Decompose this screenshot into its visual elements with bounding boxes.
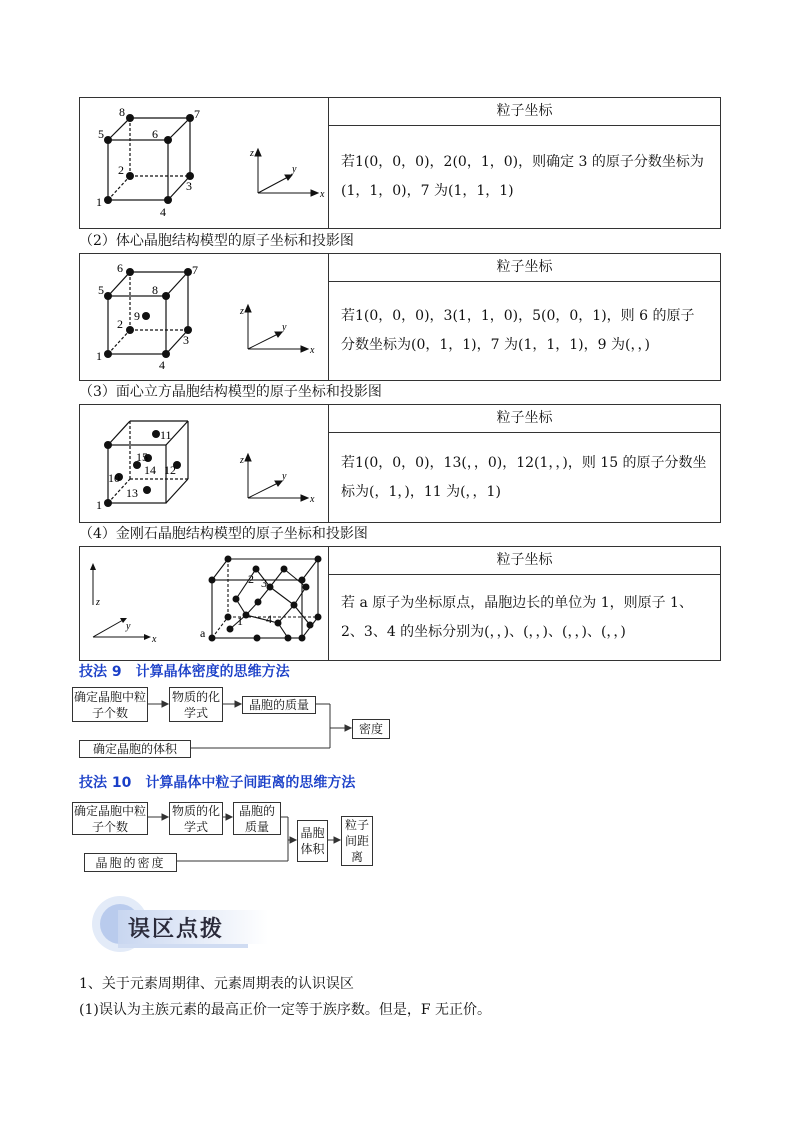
- flow-box: 晶胞体积: [297, 820, 328, 862]
- atom-label: 3: [261, 576, 267, 590]
- flow-box: 确定晶胞中粒子个数: [72, 687, 148, 722]
- coordinate-text: 若1(0，0，0)，3(1，1，0)，5(0，0，1)，则 6 的原子分数坐标为(0，1，1)，7 为(1，1，1)，9 为(，，): [341, 308, 695, 353]
- atom-label: 9: [134, 309, 140, 323]
- atom-label: 1: [96, 498, 102, 512]
- axis-z-label: z: [240, 455, 244, 466]
- bcc-figure: [80, 254, 328, 380]
- table-diamond: [79, 546, 721, 661]
- table-header: 粒子坐标: [329, 405, 720, 433]
- diamond-figure: [80, 547, 328, 660]
- atom-label: 2: [117, 317, 123, 331]
- atom-label: 3: [183, 333, 189, 347]
- simple-cubic-figure: [80, 98, 328, 228]
- atom-label: 4: [160, 205, 166, 219]
- table-simple-cubic: [79, 97, 721, 229]
- flow-box: 物质的化学式: [169, 802, 223, 835]
- axis-z-label: z: [250, 148, 254, 159]
- figure-cell: [80, 98, 329, 228]
- atom-label: 10: [108, 471, 120, 485]
- atom-label: 1: [96, 349, 102, 363]
- axis-z-label: z: [240, 306, 244, 317]
- flow-box: 确定晶胞中粒子个数: [73, 803, 146, 834]
- atom-label: 7: [192, 263, 198, 277]
- axis-x-label: x: [310, 345, 315, 356]
- atom-label: 1: [96, 195, 102, 209]
- atom-label: a: [200, 626, 206, 640]
- table-header: 粒子坐标: [329, 98, 720, 126]
- flow-box: 密度: [352, 719, 390, 739]
- atom-label: 15: [136, 450, 148, 464]
- axis-x-label: x: [152, 634, 157, 645]
- caption-bcc: （2）体心晶胞结构模型的原子坐标和投影图: [79, 233, 354, 249]
- table-bcc: [79, 253, 721, 381]
- axis-y-label: y: [126, 621, 131, 632]
- figure-cell: [80, 547, 329, 660]
- caption-diamond: （4）金刚石晶胞结构模型的原子坐标和投影图: [79, 526, 368, 542]
- coordinate-text: 若1(0，0，0)，13(，，0)，12(1，，)，则 15 的原子分数坐标为(，1，)，11 为(，，1): [341, 454, 707, 500]
- figure-cell: [80, 254, 329, 380]
- technique-9-title: 技法 9 计算晶体密度的思维方法: [79, 664, 290, 680]
- atom-label: 13: [126, 486, 138, 500]
- paragraph-1: (1)误认为主族元素的最高正价一定等于族序数。但是，F 无正价。: [79, 1002, 491, 1018]
- atom-label: 4: [266, 612, 272, 626]
- technique-10-title: 技法 10 计算晶体中粒子间距离的思维方法: [79, 775, 356, 791]
- atom-label: 11: [160, 428, 172, 442]
- figure-cell: [80, 405, 329, 522]
- table-header: 粒子坐标: [329, 547, 720, 575]
- banner-title: 误区点拨: [128, 917, 225, 942]
- flow-box: 确定晶胞的体积: [79, 740, 191, 758]
- coordinate-text: 若 a 原子为坐标原点，晶胞边长的单位为 1，则原子 1、2、3、4 的坐标分别为(，，)、(，，)、(，，)、(，，): [341, 594, 693, 640]
- axis-x-label: x: [310, 494, 315, 505]
- atom-label: 5: [98, 127, 104, 141]
- atom-label: 3: [186, 179, 192, 193]
- fcc-figure: [80, 405, 328, 522]
- topic-heading: 1、关于元素周期律、元素周期表的认识误区: [79, 976, 354, 992]
- atom-label: 6: [117, 261, 123, 275]
- atom-label: 8: [152, 283, 158, 297]
- atom-label: 7: [194, 107, 200, 121]
- atom-label: 2: [118, 163, 124, 177]
- axis-y-label: y: [292, 164, 297, 175]
- atom-label: 14: [144, 463, 156, 477]
- flow-box: 晶胞的质量: [242, 696, 316, 714]
- flow-box: 粒子间距离: [341, 816, 373, 866]
- table-fcc: [79, 404, 721, 523]
- axis-z-label: z: [96, 597, 100, 608]
- flow-box: 晶胞的质量: [233, 802, 281, 835]
- axis-y-label: y: [282, 322, 287, 333]
- atom-label: 1: [237, 614, 243, 628]
- atom-label: 12: [164, 463, 176, 477]
- atom-label: 5: [98, 283, 104, 297]
- caption-fcc: （3）面心立方晶胞结构模型的原子坐标和投影图: [79, 384, 382, 400]
- flow-box: 晶胞的密度: [84, 853, 177, 872]
- atom-label: 6: [152, 127, 158, 141]
- flow-box: 物质的化学式: [169, 687, 223, 722]
- coordinate-text: 若1(0，0，0)，2(0，1，0)，则确定 3 的原子分数坐标为(1，1，0)，7 为(1，1，1): [341, 154, 704, 199]
- axis-y-label: y: [282, 471, 287, 482]
- axis-x-label: x: [320, 189, 325, 200]
- table-header: 粒子坐标: [329, 254, 720, 282]
- atom-label: 4: [159, 358, 165, 372]
- atom-label: 8: [119, 105, 125, 119]
- atom-label: 2: [248, 572, 254, 586]
